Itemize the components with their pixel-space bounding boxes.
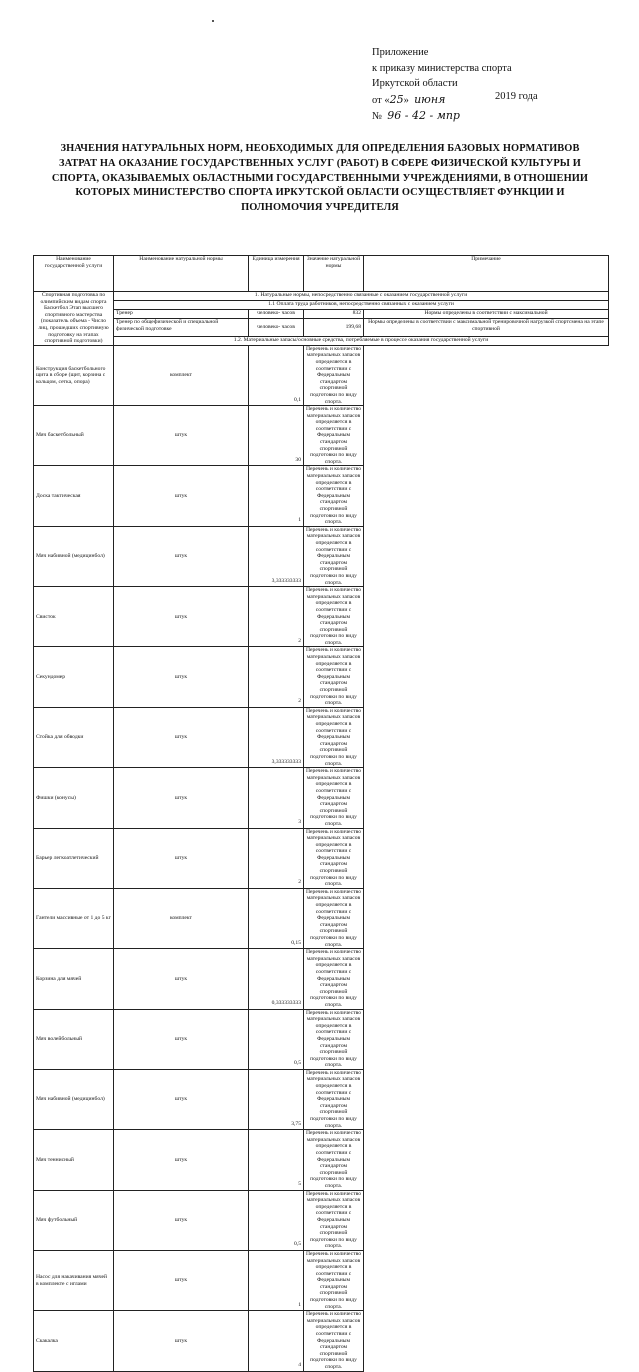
item-value: 2: [249, 587, 304, 647]
table-row: [34, 828, 609, 888]
item-value: 0,15: [249, 888, 304, 948]
document-title: ЗНАЧЕНИЯ НАТУРАЛЬНЫХ НОРМ, НЕОБХОДИМЫХ ДЛЯ ОПРЕДЕЛЕНИЯ БАЗОВЫХ НОРМАТИВОВ ЗАТРАТ НА ОКАЗАНИЕ ГОСУДАРСТВЕННЫХ УСЛУГ (РАБОТ) В СФЕРЕ ФИЗИЧЕСКОЙ КУЛЬТУРЫ И СПОРТА, ОКАЗЫВАЕМЫХ ОБЛАСТНЫМИ ГОСУДАРСТВЕННЫМИ УЧРЕЖДЕНИЯМИ, В ОТНОШЕНИИ КОТОРЫХ МИНИСТЕРСТВО СПОРТА ИРКУТСКОЙ ОБЛАСТИ ОСУЩЕСТВЛЯЕТ ФУНКЦИИ И ПОЛНОМОЧИЯ УЧРЕДИТЕЛЯ: [51, 143, 589, 214]
item-note: Перечень и количество материальных запасов определяется в соответствии с Федеральным стандартом спортивной подготовки по виду спорта.: [304, 1069, 364, 1129]
annex-date: от «25» июня: [372, 92, 446, 106]
item-unit: штук: [114, 1009, 249, 1069]
table-row: [34, 707, 609, 767]
item-name: Стойка для обводки: [34, 707, 114, 767]
item-note: Перечень и количество материальных запасов определяется в соответствии с Федеральным стандартом спортивной подготовки по виду спорта.: [304, 828, 364, 888]
table-row: [34, 587, 609, 647]
item-note: Перечень и количество материальных запасов определяется в соответствии с Федеральным стандартом спортивной подготовки по виду спорта.: [304, 949, 364, 1009]
item-unit: штук: [114, 1130, 249, 1190]
item-unit: штук: [114, 1250, 249, 1310]
item-note: Перечень и количество материальных запасов определяется в соответствии с Федеральным стандартом спортивной подготовки по виду спорта.: [304, 1190, 364, 1250]
table-row: [34, 1311, 609, 1371]
item-unit: штук: [114, 707, 249, 767]
item-name: Свисток: [34, 587, 114, 647]
labor-unit: человеко- часов: [249, 310, 304, 319]
table-row: [34, 1130, 609, 1190]
item-unit: штук: [114, 1311, 249, 1371]
handwritten-number: 96 - 42 - мпр: [387, 109, 460, 122]
item-note: Перечень и количество материальных запасов определяется в соответствии с Федеральным стандартом спортивной подготовки по виду спорта.: [304, 888, 364, 948]
item-unit: штук: [114, 949, 249, 1009]
item-name: Конструкция баскетбольного щита в сборе (щит, корзина с кольцом, сетка, опора): [34, 345, 114, 405]
header-value: Значение натуральной нормы: [304, 256, 364, 292]
labor-name: Тренер по общефизической и специальной физической подготовке: [114, 319, 249, 336]
item-value: 1: [249, 1250, 304, 1310]
table-row: [34, 526, 609, 586]
item-name: Мяч набивной (медицинбол): [34, 1069, 114, 1129]
item-unit: комплект: [114, 888, 249, 948]
item-value: 1: [249, 466, 304, 526]
item-unit: штук: [114, 647, 249, 707]
item-value: 3,75: [249, 1069, 304, 1129]
section-1-2-heading: 1.2. Материальные запасы/основные средства, потребляемые в процессе оказания государственной услуги: [114, 336, 609, 345]
item-note: Перечень и количество материальных запасов определяется в соответствии с Федеральным стандартом спортивной подготовки по виду спорта.: [304, 587, 364, 647]
annex-region: Иркутской области: [372, 78, 458, 89]
item-unit: штук: [114, 587, 249, 647]
item-note: Перечень и количество материальных запасов определяется в соответствии с Федеральным стандартом спортивной подготовки по виду спорта.: [304, 1311, 364, 1371]
item-name: Секундомер: [34, 647, 114, 707]
item-note: Перечень и количество материальных запасов определяется в соответствии с Федеральным стандартом спортивной подготовки по виду спорта.: [304, 1009, 364, 1069]
item-note: Перечень и количество материальных запасов определяется в соответствии с Федеральным стандартом спортивной подготовки по виду спорта.: [304, 466, 364, 526]
item-unit: штук: [114, 1069, 249, 1129]
scan-speck: [212, 20, 214, 22]
item-value: 0,5: [249, 1009, 304, 1069]
header-norm: Наименование натуральной нормы: [114, 256, 249, 292]
item-value: 3,333333333: [249, 526, 304, 586]
item-name: Мяч баскетбольный: [34, 406, 114, 466]
table-row: [34, 1009, 609, 1069]
item-note: Перечень и количество материальных запасов определяется в соответствии с Федеральным стандартом спортивной подготовки по виду спорта.: [304, 526, 364, 586]
item-name: Доска тактическая: [34, 466, 114, 526]
table-row: [34, 1190, 609, 1250]
labor-unit: человеко- часов: [249, 319, 304, 336]
item-value: 0,333333333: [249, 949, 304, 1009]
item-name: Мяч волейбольный: [34, 1009, 114, 1069]
item-value: 3: [249, 768, 304, 828]
item-note: Перечень и количество материальных запасов определяется в соответствии с Федеральным стандартом спортивной подготовки по виду спорта.: [304, 647, 364, 707]
item-note: Перечень и количество материальных запасов определяется в соответствии с Федеральным стандартом спортивной подготовки по виду спорта.: [304, 406, 364, 466]
annex-number: № 96 - 42 - мпр: [372, 109, 460, 122]
table-header-row: [34, 256, 609, 292]
item-name: Мяч теннисный: [34, 1130, 114, 1190]
item-note: Перечень и количество материальных запасов определяется в соответствии с Федеральным стандартом спортивной подготовки по виду спорта.: [304, 707, 364, 767]
header-service: Наименование государственной услуги: [34, 256, 114, 292]
annex-title: Приложение: [372, 47, 429, 58]
annex-block: [372, 45, 512, 125]
item-value: 4: [249, 1311, 304, 1371]
item-unit: штук: [114, 828, 249, 888]
item-name: Гантели массивные от 1 до 5 кг: [34, 888, 114, 948]
section-1-1-heading: 1.1 Оплата труда работников, непосредственно связанных с оказанием услуги: [114, 301, 609, 310]
table-row: [34, 1069, 609, 1129]
item-unit: штук: [114, 406, 249, 466]
item-name: Барьер легкоатлетический: [34, 828, 114, 888]
table-row: [34, 647, 609, 707]
item-unit: штук: [114, 526, 249, 586]
item-name: Корзина для мячей: [34, 949, 114, 1009]
item-unit: комплект: [114, 345, 249, 405]
item-unit: штук: [114, 1190, 249, 1250]
table-row: [34, 768, 609, 828]
item-note: Перечень и количество материальных запасов определяется в соответствии с Федеральным стандартом спортивной подготовки по виду спорта.: [304, 768, 364, 828]
item-value: 2: [249, 647, 304, 707]
table-row: [34, 345, 609, 405]
norms-table: [33, 255, 609, 1372]
item-name: Скакалка: [34, 1311, 114, 1371]
item-note: Перечень и количество материальных запасов определяется в соответствии с Федеральным стандартом спортивной подготовки по виду спорта.: [304, 1250, 364, 1310]
table-row: [34, 310, 609, 319]
item-unit: штук: [114, 768, 249, 828]
labor-note: Нормы определены в соответствии с максимальной тренировочной нагрузкой спортсмена на этапе спортивной: [364, 319, 609, 336]
labor-value: 832: [304, 310, 364, 319]
item-name: Насос для накачивания мячей в комплекте с иглами: [34, 1250, 114, 1310]
table-row: [34, 1250, 609, 1310]
service-name-cell: Спортивная подготовка по олимпийским видам спорта Баскетбол Этап высшего спортивного мастерства (показатель объема - Число лиц, прошедших спортивную подготовку на этапах спортивной подготовки): [34, 292, 114, 346]
header-unit: Единица измерения: [249, 256, 304, 292]
annex-order-ref: к приказу министерства спорта: [372, 62, 512, 74]
annex-year: 2019 года: [495, 91, 538, 102]
item-unit: штук: [114, 466, 249, 526]
header-note: Примечание: [364, 256, 609, 292]
section-1-heading: 1. Натуральные нормы, непосредственно связанные с оказанием государственной услуги: [114, 292, 609, 301]
item-value: 3,333333333: [249, 707, 304, 767]
table-row: [34, 319, 609, 336]
item-note: Перечень и количество материальных запасов определяется в соответствии с Федеральным стандартом спортивной подготовки по виду спорта.: [304, 345, 364, 405]
item-value: 30: [249, 406, 304, 466]
handwritten-day: 25: [389, 92, 404, 106]
labor-value: 199,68: [304, 319, 364, 336]
table-row: [34, 406, 609, 466]
item-name: Мяч набивной (медицинбол): [34, 526, 114, 586]
table-row: [34, 949, 609, 1009]
item-name: Мяч футбольный: [34, 1190, 114, 1250]
item-value: 0,1: [249, 345, 304, 405]
item-note: Перечень и количество материальных запасов определяется в соответствии с Федеральным стандартом спортивной подготовки по виду спорта.: [304, 1130, 364, 1190]
item-value: 2: [249, 828, 304, 888]
item-value: 0,5: [249, 1190, 304, 1250]
item-name: Фишки (конусы): [34, 768, 114, 828]
labor-note: Нормы определены в соответствии с максимальной: [364, 310, 609, 319]
table-row: [34, 888, 609, 948]
item-value: 5: [249, 1130, 304, 1190]
table-row: [34, 466, 609, 526]
handwritten-month: июня: [414, 92, 446, 106]
labor-name: Тренер: [114, 310, 249, 319]
